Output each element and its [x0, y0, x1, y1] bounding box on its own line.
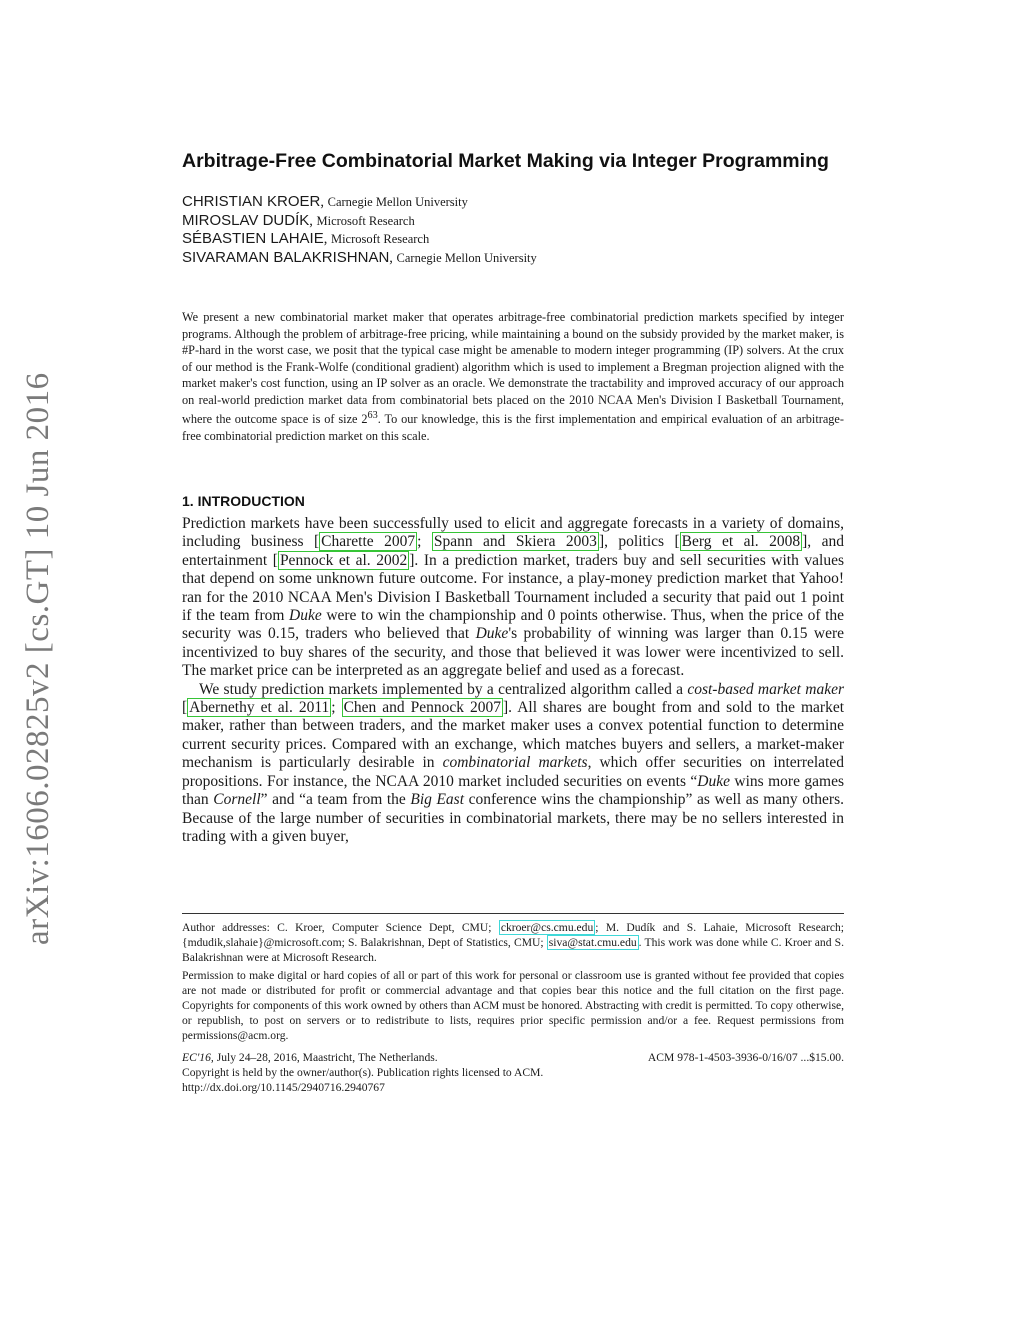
emphasis: combinatorial markets — [442, 754, 588, 772]
body-text: [ — [182, 699, 188, 717]
conference-name: EC'16, — [182, 1051, 214, 1064]
author-list — [182, 193, 844, 267]
footnote-text: ; M. Dudík and S. Lahaie, Microsoft Research; {mdudik,slahaie}@microsoft.com; S. Balakrishnan, Dept of Statistics, CMU; — [182, 921, 845, 949]
introduction-body — [182, 515, 844, 846]
abstract-exponent: 63 — [367, 410, 378, 421]
arxiv-identifier: arXiv:1606.02825v2 [cs.GT] 10 Jun 2016 — [20, 372, 56, 945]
body-text: ], and entertainment [ — [182, 533, 844, 569]
conference-info — [182, 1050, 438, 1065]
footnote-text: Author addresses: C. Kroer, Computer Science Dept, CMU; — [182, 921, 499, 934]
author-affiliation: Microsoft Research — [330, 232, 430, 246]
abstract-text: We present a new combinatorial market maker that operates arbitrage-free combinatorial prediction markets specified by integer programs. Although the problem of arbitrage-free pricing, while maintaining a bound on the subsidy provided by the market maker, is #P-hard in the worst case, we posit that the typical case might be amenable to modern integer programming (IP) solvers. At the crux of our method is the Frank-Wolfe (conditional gradient) algorithm which is used to implement a Bregman projection aligned with the market maker's cost function, using an IP solver as an oracle. We demonstrate the tractability and improved accuracy of our approach on real-world prediction market data from combinatorial bets placed on the 2010 NCAA Men's Division I Basketball Tournament, where the outcome space is of size 2 — [182, 310, 844, 427]
body-text: ; — [331, 699, 342, 717]
author-line: MIROSLAV DUDÍK, Microsoft Research — [182, 211, 415, 229]
citation-link[interactable]: Charette 2007 — [321, 533, 416, 551]
author-line: SÉBASTIEN LAHAIE, Microsoft Research — [182, 230, 430, 247]
citation-link[interactable]: Chen and Pennock 2007 — [343, 699, 502, 717]
citation-link[interactable]: Abernethy et al. 2011 — [189, 699, 330, 717]
citation-link[interactable]: Pennock et al. 2002 — [279, 551, 408, 569]
doi-link[interactable]: http://dx.doi.org/10.1145/2940716.2940767 — [182, 1081, 385, 1094]
author-name: CHRISTIAN KROER — [182, 193, 321, 210]
body-text: ]. In a prediction market, traders buy and sell securities with values that depend on some unknown future outcome. For instance, a play-money prediction market that Yahoo! ran for the 2010 NCAA Men's Division I Basketball Tournament included a security that paid out 1 point if the team from — [182, 551, 844, 625]
emphasis: Cornell — [213, 791, 261, 809]
conference-details: July 24–28, 2016, Maastricht, The Netherlands. — [213, 1051, 438, 1064]
emphasis: Duke — [289, 607, 322, 625]
body-text: ; — [417, 533, 432, 551]
body-text: wins more games than — [182, 772, 844, 809]
intro-paragraph-2 — [182, 681, 844, 847]
citation-link[interactable]: Berg et al. 2008 — [681, 533, 801, 551]
body-text: were to win the championship and 0 points otherwise. Thus, when the price of the security was 0.15, traders who believed that — [182, 607, 845, 643]
author-affiliation: Carnegie Mellon University — [396, 250, 537, 265]
body-text: ]. All shares are bought from and sold to the market maker, rather than between traders, and the market maker uses a convex potential function to determine current security prices. Compared with an exchange, which matches buyers and sellers, a market-maker mechanism is particularly desirable in — [182, 699, 845, 772]
section-heading-introduction: 1. INTRODUCTION — [182, 493, 305, 509]
body-text: ], politics [ — [598, 533, 680, 551]
author-name: MIROSLAV DUDÍK — [182, 211, 310, 229]
author-addresses — [182, 920, 844, 965]
email-link[interactable]: siva@stat.cmu.edu — [548, 936, 637, 949]
permission-notice: Permission to make digital or hard copies of all or part of this work for personal or classroom use is granted without fee provided that copies are not made or distributed for profit or commercial advantage and that copies bear this notice and the full citation on the first page. Copyrights for components of this work owned by others than ACM must be honored. Abstracting with credit is permitted. To copy otherwise, or republish, to post on servers or to redistribute to lists, requires prior specific permission and/or a fee. Request permissions from permissions@acm.org. — [182, 969, 844, 1042]
emphasis: cost-based market maker — [687, 680, 844, 698]
paper-title: Arbitrage-Free Combinatorial Market Making via Integer Programming — [182, 150, 829, 172]
email-link[interactable]: ckroer@cs.cmu.edu — [500, 921, 594, 934]
author-affiliation: Microsoft Research — [316, 213, 415, 228]
emphasis: Duke — [697, 772, 730, 790]
body-text: , which offer securities on interrelated propositions. For instance, the NCAA 2010 market included securities on events “ — [182, 754, 844, 790]
body-text: ” and “a team from the — [260, 791, 411, 809]
author-affiliation: Carnegie Mellon University — [327, 195, 468, 209]
citation-link[interactable]: Spann and Skiera 2003 — [433, 533, 597, 551]
body-text: 's probability of winning was larger than 0.15 were incentivized to buy shares of the security, and those that believed it was lower were incentivized to sell. The market price can be interpreted as an aggregate belief and used as a forecast. — [182, 625, 844, 680]
author-line: SIVARAMAN BALAKRISHNAN, Carnegie Mellon University — [182, 248, 537, 266]
body-text: We study prediction markets implemented by a centralized algorithm called a — [199, 680, 688, 698]
abstract-text-end: . To our knowledge, this is the first implementation and empirical evaluation of an arbitrage-free combinatorial prediction market on this scale. — [182, 412, 844, 443]
emphasis: Big East — [410, 791, 465, 809]
footnote-divider — [182, 913, 844, 914]
author-name: SIVARAMAN BALAKRISHNAN — [182, 248, 390, 266]
conference-line — [182, 1050, 844, 1065]
author-line: CHRISTIAN KROER, Carnegie Mellon University — [182, 193, 468, 210]
body-text: conference wins the championship” as well as many others. Because of the large number of securities in combinatorial markets, there may be no sellers interested in trading with a given buyer, — [182, 791, 844, 845]
isbn-price: ACM 978-1-4503-3936-0/16/07 ...$15.00. — [647, 1051, 844, 1064]
copyright-notice: Copyright is held by the owner/author(s). Publication rights licensed to ACM. — [182, 1066, 544, 1079]
footnotes — [182, 920, 844, 1095]
footnote-text: . This work was done while C. Kroer and S. Balakrishnan were at Microsoft Research. — [182, 936, 844, 964]
intro-paragraph-1 — [182, 515, 844, 681]
emphasis: Duke — [475, 625, 509, 643]
abstract — [182, 309, 844, 444]
body-text: Prediction markets have been successfully used to elicit and aggregate forecasts in a variety of domains, including business [ — [182, 515, 844, 551]
author-name: SÉBASTIEN LAHAIE — [182, 230, 324, 247]
